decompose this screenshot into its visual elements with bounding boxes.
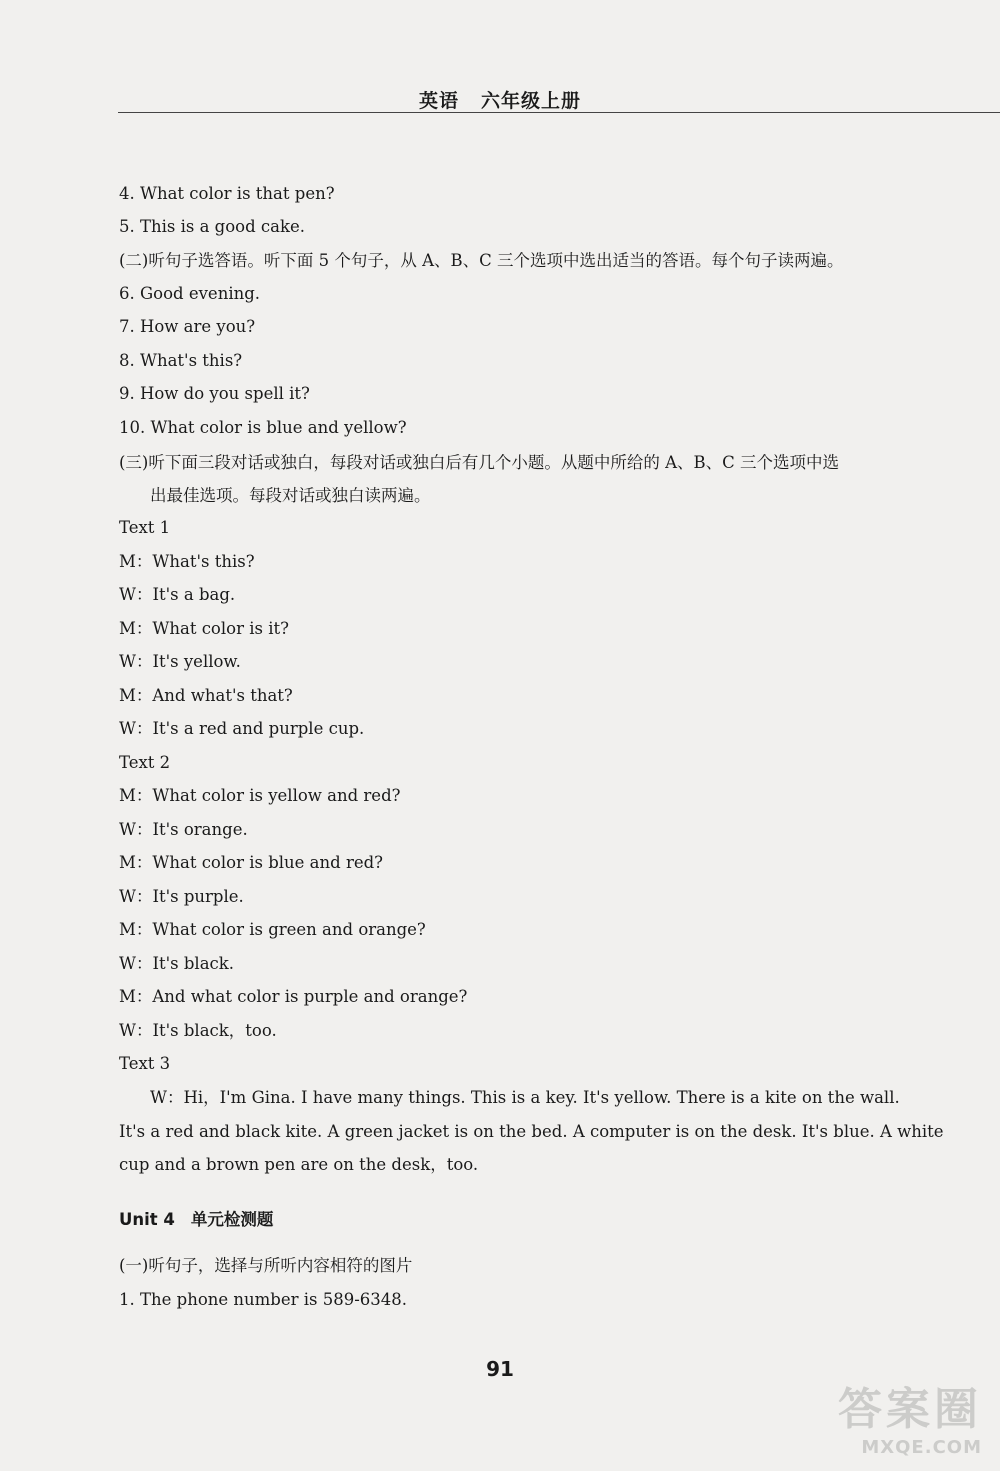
dialogue-line: M：And what's that? [119, 686, 293, 705]
dialogue-line: W：It's orange. [119, 820, 248, 839]
dialogue-line: M：What color is blue and red? [119, 853, 384, 872]
text-line: 6. Good evening. [119, 284, 261, 303]
text-line: 7. How are you? [119, 317, 256, 336]
text-line: 9. How do you spell it? [119, 384, 310, 403]
page-header-title [0, 86, 1000, 113]
dialogue-line: W：It's a bag. [119, 585, 236, 604]
header-subject: 英语 [418, 90, 459, 112]
section-instruction: (一)听句子，选择与所听内容相符的图片 [119, 1256, 413, 1275]
dialogue-line: M：What's this? [119, 552, 255, 571]
dialogue-line: W：It's black. [119, 954, 235, 973]
monologue-line: cup and a brown pen are on the desk，too. [119, 1155, 479, 1174]
monologue-line: W：Hi，I'm Gina. I have many things. This is a key. It's yellow. There is a kite on the wall. [150, 1088, 900, 1107]
dialogue-line: W：It's a red and purple cup. [119, 719, 365, 738]
watermark-url: MXQE.COM [861, 1437, 982, 1458]
dialogue-line: W：It's black，too. [119, 1021, 277, 1040]
text-line: 10. What color is blue and yellow? [119, 418, 407, 437]
page-number: 91 [486, 1357, 514, 1381]
unit-heading [119, 1206, 273, 1230]
text-line: 4. What color is that pen? [119, 184, 335, 203]
text-line: 1. The phone number is 589-6348. [119, 1290, 408, 1309]
watermark-logo [802, 1373, 982, 1459]
watermark-glyphs: 答案圈 [838, 1384, 982, 1435]
section-instruction: (三)听下面三段对话或独白，每段对话或独白后有几个小题。从题中所给的 A、B、C 三个选项中选 [119, 453, 840, 472]
dialogue-line: M：What color is green and orange? [119, 920, 426, 939]
text-heading: Text 2 [119, 753, 171, 772]
header-rule [118, 112, 1000, 113]
unit-label: Unit 4 [119, 1210, 175, 1229]
unit-title: 单元检测题 [190, 1210, 274, 1229]
monologue-line: It's a red and black kite. A green jacket is on the bed. A computer is on the desk. It's blue. A white [119, 1122, 944, 1141]
text-heading: Text 1 [119, 518, 171, 537]
dialogue-line: W：It's purple. [119, 887, 244, 906]
text-line: 5. This is a good cake. [119, 217, 306, 236]
text-line: 8. What's this? [119, 351, 243, 370]
dialogue-line: M：What color is yellow and red? [119, 786, 401, 805]
section-instruction-cont: 出最佳选项。每段对话或独白读两遍。 [150, 486, 431, 505]
section-instruction: (二)听句子选答语。听下面 5 个句子，从 A、B、C 三个选项中选出适当的答语。每个句子读两遍。 [119, 251, 844, 270]
dialogue-line: M：What color is it? [119, 619, 289, 638]
dialogue-line: M：And what color is purple and orange? [119, 987, 468, 1006]
dialogue-line: W：It's yellow. [119, 652, 241, 671]
text-heading: Text 3 [119, 1054, 171, 1073]
header-grade: 六年级上册 [481, 90, 582, 112]
